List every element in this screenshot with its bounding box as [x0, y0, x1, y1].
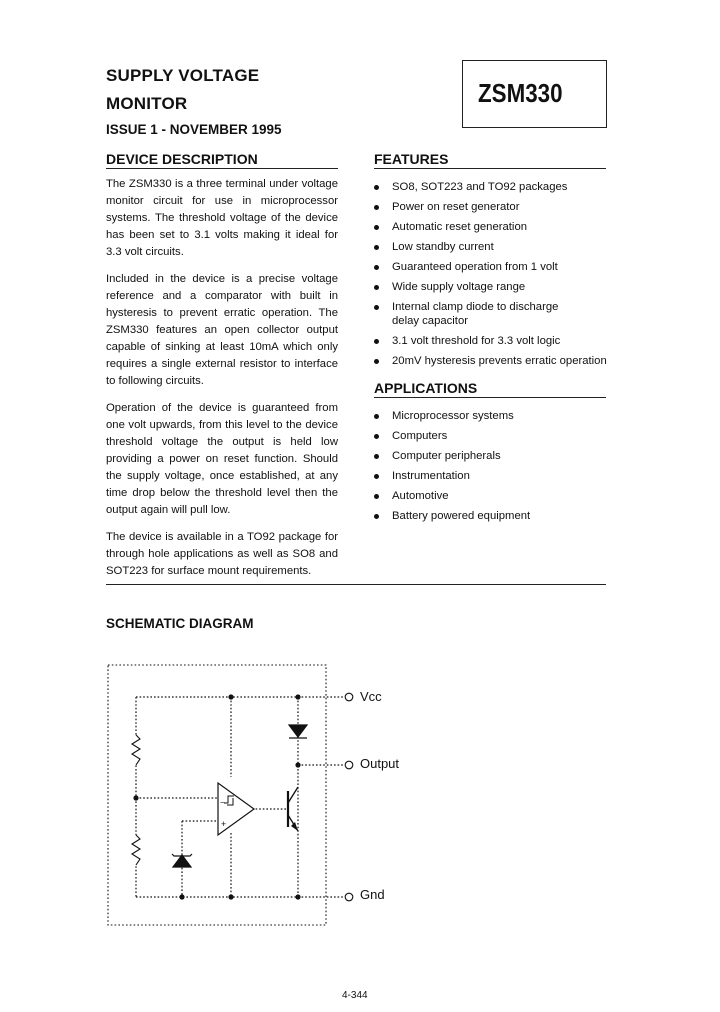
features-heading-rule [374, 168, 606, 169]
title-line-2: MONITOR [106, 94, 188, 113]
bullet-icon [374, 414, 379, 419]
list-item: Automotive [374, 489, 614, 503]
bullet-icon [374, 454, 379, 459]
description-paragraph-4: The device is available in a TO92 package for through hole applications as well as SO8 and SOT223 for surface mount requirements. [106, 531, 338, 577]
list-item: Microprocessor systems [374, 409, 614, 423]
bullet-icon [374, 285, 379, 290]
list-item: SO8, SOT223 and TO92 packages [374, 180, 614, 194]
list-item: Battery powered equipment [374, 509, 614, 523]
device-description-text [106, 176, 338, 590]
list-item: Internal clamp diode to discharge delay capacitor [374, 300, 582, 328]
svg-text:−: − [220, 798, 225, 807]
features-list [374, 180, 614, 374]
description-heading-rule [106, 168, 338, 169]
bullet-icon [374, 359, 379, 364]
vcc-label: Vcc [360, 689, 382, 704]
bullet-icon [374, 245, 379, 250]
title-line-1: SUPPLY VOLTAGE [106, 66, 260, 85]
list-item: Computer peripherals [374, 449, 614, 463]
list-item: Computers [374, 429, 614, 443]
output-terminal [345, 761, 353, 769]
issue-line: ISSUE 1 - NOVEMBER 1995 [106, 122, 282, 137]
bullet-icon [374, 305, 379, 310]
bullet-icon [374, 339, 379, 344]
list-item: Guaranteed operation from 1 volt [374, 260, 614, 274]
bullet-icon [374, 494, 379, 499]
description-paragraph-3: Operation of the device is guaranteed from one volt upwards, from this level to the device threshold voltage the output is held low providing a power on reset function. Should the supply voltage, once established, at any time drop below the threshold level then the output again will pull low. [106, 402, 338, 516]
bullet-icon [374, 514, 379, 519]
list-item: Power on reset generator [374, 200, 614, 214]
part-number: ZSM330 [478, 78, 563, 108]
bullet-icon [374, 434, 379, 439]
output-label: Output [360, 756, 400, 771]
bullet-icon [374, 225, 379, 230]
list-item: Instrumentation [374, 469, 614, 483]
features-heading: FEATURES [374, 151, 449, 167]
applications-heading-rule [374, 397, 606, 398]
gnd-label: Gnd [360, 887, 385, 902]
description-paragraph-2: Included in the device is a precise voltage reference and a comparator with built in hysteresis to prevent erratic operation. The ZSM330 features an open collector output capable of sinking at least 10mA which only requires a single external resistor to interface to following circuits. [106, 273, 338, 387]
list-item: 20mV hysteresis prevents erratic operation [374, 354, 614, 368]
bullet-icon [374, 474, 379, 479]
page-number: 4-344 [342, 990, 368, 1001]
bullet-icon [374, 185, 379, 190]
reference-diode [173, 855, 191, 867]
list-item: Low standby current [374, 240, 614, 254]
gnd-terminal [345, 893, 353, 901]
applications-list [374, 409, 614, 529]
clamp-diode [289, 725, 307, 737]
schematic-heading: SCHEMATIC DIAGRAM [106, 616, 254, 631]
svg-text:+: + [221, 819, 227, 829]
description-paragraph-1: The ZSM330 is a three terminal under voltage monitor circuit for use in microprocessor systems. The threshold voltage of the device has been set to 3.1 volts making it ideal for 3.3 volt circuits. [106, 178, 338, 258]
list-item: 3.1 volt threshold for 3.3 volt logic [374, 334, 614, 348]
applications-heading: APPLICATIONS [374, 380, 478, 396]
list-item: Automatic reset generation [374, 220, 614, 234]
bullet-icon [374, 265, 379, 270]
section-divider [106, 584, 606, 585]
list-item: Wide supply voltage range [374, 280, 614, 294]
bullet-icon [374, 205, 379, 210]
vcc-terminal [345, 693, 353, 701]
device-description-heading: DEVICE DESCRIPTION [106, 151, 258, 167]
